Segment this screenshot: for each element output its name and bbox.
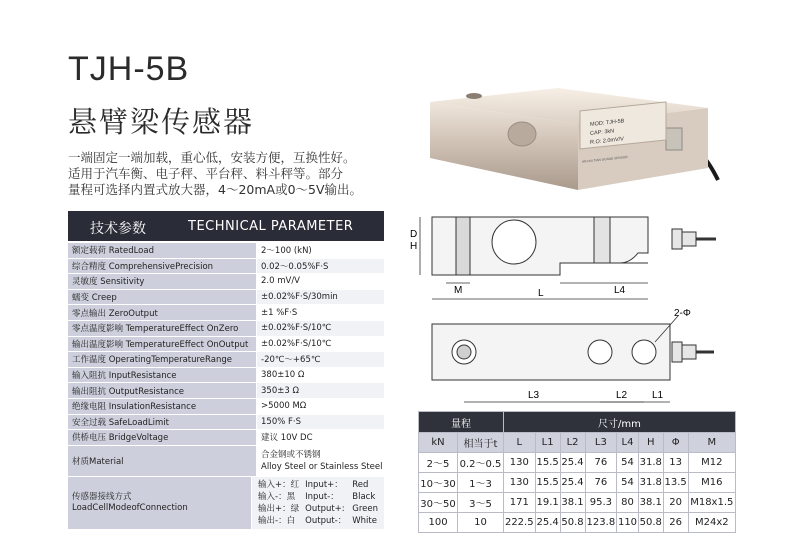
spec-key: 输出阻抗 OutputResistance bbox=[68, 383, 256, 398]
dimension-table bbox=[418, 411, 736, 533]
dim-cell: 95.3 bbox=[585, 493, 617, 513]
description-line: 一端固定一端加载，重心低，安装方便，互换性好。 bbox=[68, 150, 356, 165]
model-title: TJH-5B bbox=[68, 50, 190, 88]
connector-nut bbox=[672, 229, 682, 249]
dim-cell: 38.1 bbox=[638, 493, 663, 513]
dim-label-l2: L2 bbox=[616, 390, 628, 401]
spec-row bbox=[68, 274, 384, 290]
spec-row bbox=[68, 368, 384, 384]
wiring-cell: Black bbox=[352, 491, 376, 502]
hole-2 bbox=[632, 340, 656, 364]
spec-key: 输出温度影响 TemperatureEffect OnOutput bbox=[68, 337, 256, 352]
connector-body-top bbox=[682, 345, 696, 359]
wiring-row bbox=[258, 492, 382, 502]
spec-value: 380±10 Ω bbox=[256, 368, 384, 383]
dim-cell: 76 bbox=[585, 453, 617, 473]
dim-cell: 31.8 bbox=[638, 473, 663, 493]
hole-1 bbox=[588, 340, 612, 364]
dim-header-range: 量程 bbox=[419, 412, 504, 433]
spec-heading-en: TECHNICAL PARAMETER bbox=[188, 219, 354, 234]
mount-hole bbox=[466, 93, 482, 99]
spec-value: ±1 %F·S bbox=[256, 305, 384, 320]
dim-label-d: D bbox=[410, 229, 418, 240]
material-en: Alloy Steel or Stainless Steel bbox=[261, 461, 383, 472]
dim-cell: M12 bbox=[688, 453, 735, 473]
wiring-cell: 输出+：绿 bbox=[258, 503, 300, 514]
label-mod: MOD: TJH-5B bbox=[590, 118, 625, 128]
dim-cell: 25.4 bbox=[535, 513, 560, 533]
dim-label-phi: 2-Φ bbox=[674, 308, 691, 319]
dim-cell: 54 bbox=[617, 453, 639, 473]
spec-value: >5000 MΩ bbox=[256, 399, 384, 414]
dim-row bbox=[419, 453, 736, 473]
dim-cell: 0.2～0.5 bbox=[458, 453, 504, 473]
spec-value: 2.0 mV/V bbox=[256, 274, 384, 289]
wiring-cell: Input-： bbox=[305, 491, 339, 502]
wiring-cell: Output-： bbox=[305, 515, 347, 526]
dim-col-header: 相当于t bbox=[458, 433, 504, 453]
dim-cell: 15.5 bbox=[535, 473, 560, 493]
spec-row-wiring bbox=[68, 477, 384, 530]
dim-cell: 130 bbox=[503, 473, 535, 493]
spec-value bbox=[256, 446, 384, 476]
wiring-cell: Red bbox=[352, 479, 369, 490]
product-photo bbox=[418, 80, 738, 200]
dim-cell: 110 bbox=[617, 513, 639, 533]
spec-row bbox=[68, 321, 384, 337]
product-description bbox=[68, 150, 398, 198]
spec-heading-cn: 技术参数 bbox=[90, 221, 146, 237]
wiring-cell: 输入+：红 bbox=[258, 479, 300, 490]
top-view-drawing bbox=[410, 302, 730, 410]
spec-row bbox=[68, 430, 384, 446]
wiring-row bbox=[258, 516, 382, 526]
spec-value: 0.02～0.05%F·S bbox=[256, 259, 384, 274]
spec-key: 蠕变 Creep bbox=[68, 290, 256, 305]
spec-header bbox=[68, 211, 384, 241]
cable-gland bbox=[666, 128, 682, 150]
load-hole-section bbox=[594, 217, 610, 263]
spec-key: 输入阻抗 InputResistance bbox=[68, 368, 256, 383]
spec-key: 零点输出 ZeroOutput bbox=[68, 305, 256, 320]
dim-label-l3: L3 bbox=[528, 390, 540, 401]
spec-value: ±0.02%F·S/10℃ bbox=[256, 321, 384, 336]
wiring-cell: Output+: bbox=[305, 503, 345, 514]
dim-cell: 13.5 bbox=[663, 473, 688, 493]
dim-cell: M18x1.5 bbox=[688, 493, 735, 513]
label-cap: CAP: 3kN bbox=[590, 128, 615, 137]
dim-cell: 2～5 bbox=[419, 453, 458, 473]
spec-key: 工作温度 OperatingTemperatureRange bbox=[68, 352, 256, 367]
dim-cell: 50.8 bbox=[638, 513, 663, 533]
dim-cell: 50.8 bbox=[560, 513, 585, 533]
dim-cell: 3～5 bbox=[458, 493, 504, 513]
spec-key bbox=[68, 477, 251, 529]
dim-cell: 38.1 bbox=[560, 493, 585, 513]
dim-column-headers bbox=[419, 433, 736, 453]
dim-cell: 123.8 bbox=[585, 513, 617, 533]
dim-cell: 15.5 bbox=[535, 453, 560, 473]
spec-row-material bbox=[68, 446, 384, 477]
spec-row bbox=[68, 259, 384, 275]
dim-cell: 222.5 bbox=[503, 513, 535, 533]
wiring-row bbox=[258, 480, 382, 490]
dim-label-m: M bbox=[454, 285, 463, 296]
dim-label-l1: L1 bbox=[652, 390, 664, 401]
wiring-row bbox=[258, 504, 382, 514]
dim-col-header: Φ bbox=[663, 433, 688, 453]
dim-cell: 19.1 bbox=[535, 493, 560, 513]
dim-col-header: kN bbox=[419, 433, 458, 453]
wiring-key-cn: 传感器接线方式 bbox=[72, 491, 132, 502]
spec-key: 灵敏度 Sensitivity bbox=[68, 274, 256, 289]
connector-body bbox=[682, 232, 696, 246]
dim-label-h: H bbox=[410, 241, 418, 252]
wiring-cell: White bbox=[352, 515, 377, 526]
dim-cell: 130 bbox=[503, 453, 535, 473]
spec-value: -20℃～+65℃ bbox=[256, 352, 384, 367]
dim-col-header: L4 bbox=[617, 433, 639, 453]
dim-cell: 20 bbox=[663, 493, 688, 513]
wiring-cell: Input+： bbox=[305, 479, 343, 490]
spec-key: 综合精度 ComprehensivePrecision bbox=[68, 259, 256, 274]
dim-cell: 80 bbox=[617, 493, 639, 513]
spec-row bbox=[68, 305, 384, 321]
spec-value: 350±3 Ω bbox=[256, 383, 384, 398]
spec-row bbox=[68, 290, 384, 306]
spec-key: 额定载荷 RatedLoad bbox=[68, 243, 256, 258]
dim-cell: 1～3 bbox=[458, 473, 504, 493]
dim-cell: M16 bbox=[688, 473, 735, 493]
dim-col-header: L3 bbox=[585, 433, 617, 453]
spec-row bbox=[68, 337, 384, 353]
dim-cell: 31.8 bbox=[638, 453, 663, 473]
mount-hole-section bbox=[456, 217, 470, 275]
dim-cell: 76 bbox=[585, 473, 617, 493]
spec-row bbox=[68, 352, 384, 368]
dim-cell: 171 bbox=[503, 493, 535, 513]
side-view-drawing bbox=[410, 205, 730, 305]
spec-key: 供桥电压 BridgeVoltage bbox=[68, 430, 256, 445]
spec-row bbox=[68, 243, 384, 259]
spec-value bbox=[251, 477, 384, 529]
material-cn: 合金钢或不锈钢 bbox=[261, 449, 321, 460]
dim-col-header: M bbox=[688, 433, 735, 453]
spec-key: 绝缘电阻 InsulationResistance bbox=[68, 399, 256, 414]
dim-cell: 25.4 bbox=[560, 473, 585, 493]
spec-value: 2～100 (kN) bbox=[256, 243, 384, 258]
dim-cell: 30～50 bbox=[419, 493, 458, 513]
spec-row bbox=[68, 415, 384, 431]
spec-key: 安全过载 SafeLoadLimit bbox=[68, 415, 256, 430]
dim-cell: 10～30 bbox=[419, 473, 458, 493]
gauge-pocket bbox=[508, 122, 536, 146]
mount-bolt-inner bbox=[457, 345, 471, 359]
product-name: 悬臂梁传感器 bbox=[68, 105, 255, 139]
spec-key: 零点温度影响 TemperatureEffect OnZero bbox=[68, 321, 256, 336]
dim-cell: 26 bbox=[663, 513, 688, 533]
wiring-cell: 输入-：黑 bbox=[258, 491, 296, 502]
label-ro: R.O: 2.0mV/V bbox=[590, 136, 624, 146]
dim-cell: 25.4 bbox=[560, 453, 585, 473]
dim-col-header: L2 bbox=[560, 433, 585, 453]
dim-col-header: H bbox=[638, 433, 663, 453]
dim-cell: 100 bbox=[419, 513, 458, 533]
spec-value: 150% F·S bbox=[256, 415, 384, 430]
label-brand: AN HUI TIAN GUANG SENSOR bbox=[582, 154, 628, 164]
description-line: 量程可选择内置式放大器，4～20mA或0～5V输出。 bbox=[68, 182, 363, 197]
gauge-pocket-outline bbox=[492, 220, 536, 264]
dim-row bbox=[419, 513, 736, 533]
wiring-key-en: LoadCellModeofConnection bbox=[72, 502, 188, 513]
dim-col-header: L bbox=[503, 433, 535, 453]
wiring-cell: Green bbox=[352, 503, 378, 514]
spec-value: 建议 10V DC bbox=[256, 430, 384, 445]
dim-cell: M24x2 bbox=[688, 513, 735, 533]
dim-header-size: 尺寸/mm bbox=[503, 412, 735, 433]
connector-nut-top bbox=[672, 342, 682, 362]
dim-row bbox=[419, 493, 736, 513]
spec-row bbox=[68, 383, 384, 399]
wiring-table bbox=[256, 478, 384, 528]
dim-cell: 13 bbox=[663, 453, 688, 473]
dim-label-l: L bbox=[538, 288, 544, 299]
dim-table-body bbox=[419, 453, 736, 533]
spec-key: 材质Material bbox=[68, 446, 256, 476]
dim-cell: 10 bbox=[458, 513, 504, 533]
spec-value: ±0.02%F·S/10℃ bbox=[256, 337, 384, 352]
dim-cell: 54 bbox=[617, 473, 639, 493]
wiring-cell: 输出-：白 bbox=[258, 515, 296, 526]
spec-table bbox=[68, 243, 384, 530]
dim-label-l4: L4 bbox=[614, 285, 626, 296]
dim-col-header: L1 bbox=[535, 433, 560, 453]
description-line: 适用于汽车衡、电子秤、平台秤、料斗秤等。部分 bbox=[68, 166, 344, 181]
spec-row bbox=[68, 399, 384, 415]
spec-value: ±0.02%F·S/30min bbox=[256, 290, 384, 305]
dim-row bbox=[419, 473, 736, 493]
